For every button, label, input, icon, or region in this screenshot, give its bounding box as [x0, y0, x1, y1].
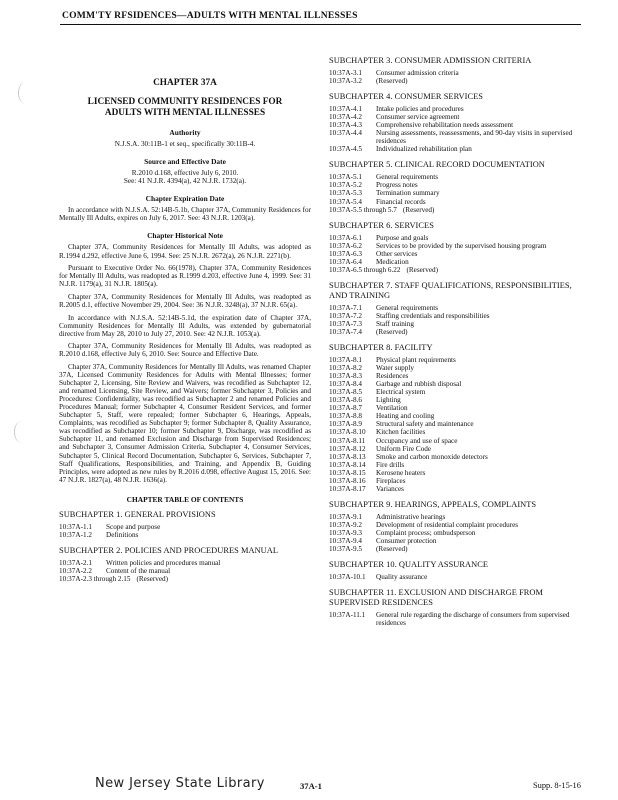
section-title: Consumer admission criteria — [376, 69, 459, 77]
chapter-subtitle-line1: LICENSED COMMUNITY RESIDENCES FOR — [87, 97, 283, 108]
section-title: Development of residential complaint procedures — [376, 520, 519, 529]
toc-entry — [329, 304, 588, 312]
section-number: 10:37A-5.1 — [329, 173, 362, 182]
toc-entry — [329, 266, 588, 274]
section-number: 10:37A-11.1 — [329, 611, 366, 620]
section-number: 10:37A-1.1 — [59, 522, 92, 531]
section-number: 10:37A-6.3 — [329, 249, 362, 258]
section-number: 10:37A-8.9 — [329, 420, 362, 429]
section-title: Individualized rehabilitation plan — [376, 145, 472, 154]
section-number: 10:37A-8.11 — [329, 436, 366, 445]
supplement-date: Supp. 8-15-16 — [533, 781, 581, 790]
library-watermark: New Jersey State Library — [95, 776, 265, 791]
expiration-heading: Chapter Expiration Date — [145, 194, 225, 204]
section-number: 10:37A-10.1 — [329, 573, 366, 582]
history-heading: Chapter Historical Note — [147, 231, 223, 241]
toc-entry — [329, 545, 588, 553]
section-number: 10:37A-2.1 — [59, 558, 92, 567]
section-number: 10:37A-9.5 — [329, 545, 362, 554]
section-title: (Reserved) — [136, 574, 169, 583]
section-number: 10:37A-8.3 — [329, 372, 362, 381]
toc-entry — [329, 113, 588, 121]
toc-entry — [329, 428, 588, 436]
chapter-subtitle — [59, 97, 311, 119]
toc-entry — [329, 513, 588, 521]
section-number: 10:37A-4.3 — [329, 121, 362, 130]
section-number: 10:37A-8.13 — [329, 452, 366, 461]
section-number: 10:37A-8.7 — [329, 404, 362, 413]
toc-entry — [329, 404, 588, 412]
section-title: Content of the manual — [106, 566, 171, 575]
source-heading: Source and Effective Date — [144, 157, 226, 167]
toc-entry — [329, 437, 588, 445]
toc-entry — [329, 396, 588, 404]
section-title: Staff training — [376, 319, 414, 328]
subchapter-heading: SUBCHAPTER 6. SERVICES — [329, 220, 434, 230]
section-number: 10:37A-8.16 — [329, 476, 366, 485]
toc-entry — [329, 477, 588, 485]
section-title: Other services — [376, 249, 418, 258]
section-number: 10:37A-4.1 — [329, 105, 362, 114]
section-title: Smoke and carbon monoxide detectors — [376, 452, 488, 461]
section-number: 10:37A-4.5 — [329, 145, 362, 154]
toc-entry — [329, 181, 588, 189]
toc-entry — [329, 234, 588, 242]
section-title: Nursing assessments, reassessments, and 90-day visits in supervised residences — [376, 129, 573, 146]
toc-entry — [329, 469, 588, 477]
section-title: (Reserved) — [376, 545, 408, 554]
toc-left-list — [59, 510, 311, 583]
toc-entry — [329, 461, 588, 469]
section-title: Medication — [376, 257, 409, 266]
section-number: 10:37A-8.4 — [329, 380, 362, 389]
section-number: 10:37A-8.6 — [329, 396, 362, 405]
section-title: Water supply — [376, 364, 414, 373]
section-number: 10:37A-3.1 — [329, 69, 362, 77]
punch-hole-mark-top — [18, 82, 33, 104]
toc-entry — [329, 129, 588, 145]
toc-entry — [329, 198, 588, 206]
section-number: 10:37A-8.15 — [329, 468, 366, 477]
subchapter-heading: SUBCHAPTER 5. CLINICAL RECORD DOCUMENTATION — [329, 160, 545, 170]
section-title: General requirements — [376, 173, 439, 182]
running-head: COMM'TY RFSIDENCES—ADULTS WITH MENTAL ILLNESSES — [62, 10, 358, 21]
subchapter-heading: SUBCHAPTER 8. FACILITY — [329, 343, 433, 353]
section-number: 10:37A-6.5 through 6.22 — [329, 265, 401, 274]
section-number: 10:37A-5.5 through 5.7 — [329, 205, 397, 214]
section-number: 10:37A-6.2 — [329, 241, 362, 250]
expiration-text: In accordance with N.J.S.A. 52:14B-5.1b, Chapter 37A, Community Residences for Mentally Ill Adults, expires on July 6, 2017. See: 43 N.J.R. 1203(a). — [59, 206, 311, 223]
toc-entry — [329, 189, 588, 197]
toc-entry — [329, 105, 588, 113]
section-title: General rule regarding the discharge of consumers from supervised residences — [376, 611, 570, 628]
section-number: 10:37A-9.1 — [329, 512, 362, 521]
section-number: 10:37A-2.2 — [59, 566, 92, 575]
section-number: 10:37A-7.2 — [329, 311, 362, 320]
toc-entry — [329, 611, 588, 627]
section-title: Structural safety and maintenance — [376, 420, 474, 429]
toc-heading: CHAPTER TABLE OF CONTENTS — [126, 494, 244, 504]
section-number: 10:37A-4.4 — [329, 129, 362, 138]
toc-entry — [59, 575, 311, 583]
section-number: 10:37A-9.2 — [329, 520, 362, 529]
history-paragraph: Chapter 37A, Community Residences for Mentally Ill Adults, was renamed Chapter 37A, Licensed Community Residences for Adults with Mental Illnesses; former Subchapter 2, Licensing, Site Review and Waivers, was recodified as Subchapter 12, and renamed Licensing, Site Review, and Waivers; former Subchapter 3, Policies and Procedures: Confidentiality, was recodified as Subchapter 2 and renamed Policies and Procedures Manual; former Subchapter 4, Consumer Resident Services, and former Subchapter 5, Staff, were repealed; former Subchapter 6, Hearings, Appeals, Complaints, was recodified as Subchapter 9; former Subchapter 8, Quality Assurance, was recodified as Subchapter 10; former Subchapter 9, Discharge, was recodified as Subchapter 11, and renamed Exclusion and Discharge from Supervised Residences; and Subchapter 3, Consumer Admission Criteria, Subchapter 4, Consumer Services, Subchapter 5, Clinical Record Documentation, Subchapter 6, Services, Subchapter 7, Staff Qualifications, Responsibilities, and Training, and Appendix B, Guiding Principles, were adopted as new rules by R.2016 d.098, effective August 15, 2016. See: 47 N.J.R. 1827(a), 48 N.J.R. 1636(a). — [59, 363, 311, 484]
section-number: 10:37A-5.2 — [329, 181, 362, 190]
toc-entry — [329, 145, 588, 153]
punch-hole-mark-middle — [14, 421, 29, 443]
section-title: Written policies and procedures manual — [106, 558, 221, 567]
section-title: Complaint process; ombudsperson — [376, 528, 476, 537]
section-number: 10:37A-8.8 — [329, 412, 362, 421]
toc-entry — [329, 77, 588, 85]
toc-entry — [59, 523, 311, 531]
section-number: 10:37A-8.1 — [329, 356, 362, 365]
toc-entry — [329, 356, 588, 364]
section-number: 10:37A-7.1 — [329, 303, 362, 312]
authority-text: N.J.S.A. 30:11B-1 et seq., specifically 30:11B-4. — [114, 140, 256, 149]
section-number: 10:37A-8.2 — [329, 364, 362, 373]
section-number: 10:37A-2.3 through 2.15 — [59, 574, 131, 583]
history-paragraph: In accordance with N.J.S.A. 52:14B-5.1d, the expiration date of Chapter 37A, Community Residences for Mentally Ill Adults, was extended by gubernatorial directive from May 28, 2010 to July 27, 2010. See: 42 N.J.R. 1053(a). — [59, 313, 311, 338]
section-title: Lighting — [376, 396, 401, 405]
toc-entry — [59, 567, 311, 575]
section-title: Occupancy and use of space — [376, 436, 458, 445]
subchapter-heading: SUBCHAPTER 4. CONSUMER SERVICES — [329, 92, 483, 102]
section-title: Variances — [376, 484, 404, 493]
subchapter-heading: SUBCHAPTER 7. STAFF QUALIFICATIONS, RESPONSIBILITIES, AND TRAINING — [329, 280, 572, 300]
section-number: 10:37A-8.12 — [329, 444, 366, 453]
toc-entry — [329, 453, 588, 461]
toc-entry — [329, 412, 588, 420]
section-number: 10:37A-9.3 — [329, 528, 362, 537]
history-paragraph: Pursuant to Executive Order No. 66(1978), Chapter 37A, Community Residences for Mentally Ill Adults, was readopted as R.1999 d.203, effective June 4, 1999. See: 31 N.J.R. 1179(a), 31 N.J.R. 1805(a). — [59, 264, 311, 289]
history-paragraph: Chapter 37A, Community Residences for Mentally Ill Adults, was readopted as R.2005 d.1, effective November 29, 2004. See: 36 N.J.R. 3248(a), 37 N.J.R. 65(a). — [59, 292, 311, 309]
section-number: 10:37A-1.2 — [59, 530, 92, 539]
toc-entry — [329, 537, 588, 545]
subchapter-heading: SUBCHAPTER 11. EXCLUSION AND DISCHARGE FROM SUPERVISED RESIDENCES — [329, 588, 544, 608]
toc-entry — [329, 242, 588, 250]
section-number: 10:37A-8.17 — [329, 484, 366, 493]
section-number: 10:37A-4.2 — [329, 113, 362, 122]
toc-entry — [329, 364, 588, 372]
source-line2: See: 41 N.J.R. 4394(a), 42 N.J.R. 1732(a). — [123, 177, 247, 186]
section-title: Electrical system — [376, 388, 426, 397]
section-title: Intake policies and procedures — [376, 105, 464, 114]
authority-heading: Authority — [169, 128, 201, 138]
section-title: Consumer service agreement — [376, 113, 460, 122]
left-column — [59, 76, 311, 583]
toc-entry — [329, 173, 588, 181]
section-title: Physical plant requirements — [376, 356, 456, 365]
section-title: (Reserved) — [406, 265, 439, 274]
toc-entry — [329, 121, 588, 129]
section-number: 10:37A-8.5 — [329, 388, 362, 397]
section-number: 10:37A-7.4 — [329, 327, 362, 336]
section-number: 10:37A-7.3 — [329, 319, 362, 328]
subchapter-heading: SUBCHAPTER 1. GENERAL PROVISIONS — [59, 509, 216, 519]
toc-entry — [329, 388, 588, 396]
subchapter-heading: SUBCHAPTER 3. CONSUMER ADMISSION CRITERIA — [329, 56, 532, 65]
section-title: Staffing credentials and responsibilities — [376, 311, 490, 320]
section-title: Garbage and rubbish disposal — [376, 380, 462, 389]
toc-entry — [329, 521, 588, 529]
section-number: 10:37A-8.14 — [329, 460, 366, 469]
toc-entry — [329, 372, 588, 380]
toc-entry — [329, 485, 588, 493]
section-title: Kerosene heaters — [376, 468, 426, 477]
toc-entry — [59, 531, 311, 539]
toc-entry — [329, 312, 588, 320]
section-title: Quality assurance — [376, 573, 428, 582]
subchapter-heading: SUBCHAPTER 9. HEARINGS, APPEALS, COMPLAINTS — [329, 499, 537, 509]
section-number: 10:37A-5.3 — [329, 189, 362, 198]
toc-right-list — [329, 56, 588, 627]
section-title: Purpose and goals — [376, 233, 429, 242]
history-paragraph: Chapter 37A, Community Residences for Mentally Ill Adults, was adopted as R.1994 d.292, effective June 6, 1994. See: 25 N.J.R. 2672(a), 26 N.J.R. 2271(b). — [59, 243, 311, 260]
toc-entry — [329, 529, 588, 537]
section-title: (Reserved) — [376, 327, 408, 336]
section-title: Fireplaces — [376, 476, 406, 485]
section-number: 10:37A-8.10 — [329, 428, 366, 437]
section-title: Fire drills — [376, 460, 405, 469]
section-title: Uniform Fire Code — [376, 444, 432, 453]
section-title: Financial records — [376, 197, 426, 206]
section-number: 10:37A-6.4 — [329, 257, 362, 266]
section-title: (Reserved) — [376, 77, 408, 86]
section-number: 10:37A-3.2 — [329, 77, 362, 86]
section-title: Termination summary — [376, 189, 440, 198]
section-number: 10:37A-9.4 — [329, 536, 362, 545]
toc-entry — [329, 573, 588, 581]
section-title: Administrative hearings — [376, 512, 446, 521]
toc-entry — [329, 320, 588, 328]
toc-entry — [329, 445, 588, 453]
chapter-subtitle-line2: ADULTS WITH MENTAL ILLNESSES — [104, 108, 266, 119]
section-title: Services to be provided by the supervised housing program — [376, 241, 547, 250]
toc-entry — [329, 328, 588, 336]
toc-entry — [329, 380, 588, 388]
toc-entry — [329, 206, 588, 214]
subchapter-heading: SUBCHAPTER 10. QUALITY ASSURANCE — [329, 560, 489, 570]
toc-entry — [329, 420, 588, 428]
history-paragraph: Chapter 37A, Community Residences for Mentally Ill Adults, was readopted as R.2010 d.168, effective July 6, 2010. See: Source and Effective Date. — [59, 342, 311, 359]
section-title: Comprehensive rehabilitation needs assessment — [376, 121, 514, 130]
section-number: 10:37A-5.4 — [329, 197, 362, 206]
section-title: (Reserved) — [402, 205, 435, 214]
section-title: Residences — [376, 372, 409, 381]
section-title: Progress notes — [376, 181, 418, 190]
section-title: Kitchen facilities — [376, 428, 426, 437]
header-rule — [60, 24, 581, 25]
section-title: Heating and cooling — [376, 412, 435, 421]
chapter-title: CHAPTER 37A — [153, 78, 217, 88]
toc-entry — [329, 258, 588, 266]
toc-entry — [59, 559, 311, 567]
section-title: Definitions — [106, 530, 139, 539]
toc-entry — [329, 69, 588, 77]
section-title: Consumer protection — [376, 536, 437, 545]
subchapter-heading: SUBCHAPTER 2. POLICIES AND PROCEDURES MANUAL — [59, 545, 279, 555]
page-number: 37A-1 — [300, 781, 322, 791]
section-title: General requirements — [376, 303, 439, 312]
section-title: Ventilation — [376, 404, 408, 413]
section-title: Scope and purpose — [106, 522, 161, 531]
section-number: 10:37A-6.1 — [329, 233, 362, 242]
source-line1: R.2010 d.168, effective July 6, 2010. — [131, 169, 239, 178]
toc-entry — [329, 250, 588, 258]
